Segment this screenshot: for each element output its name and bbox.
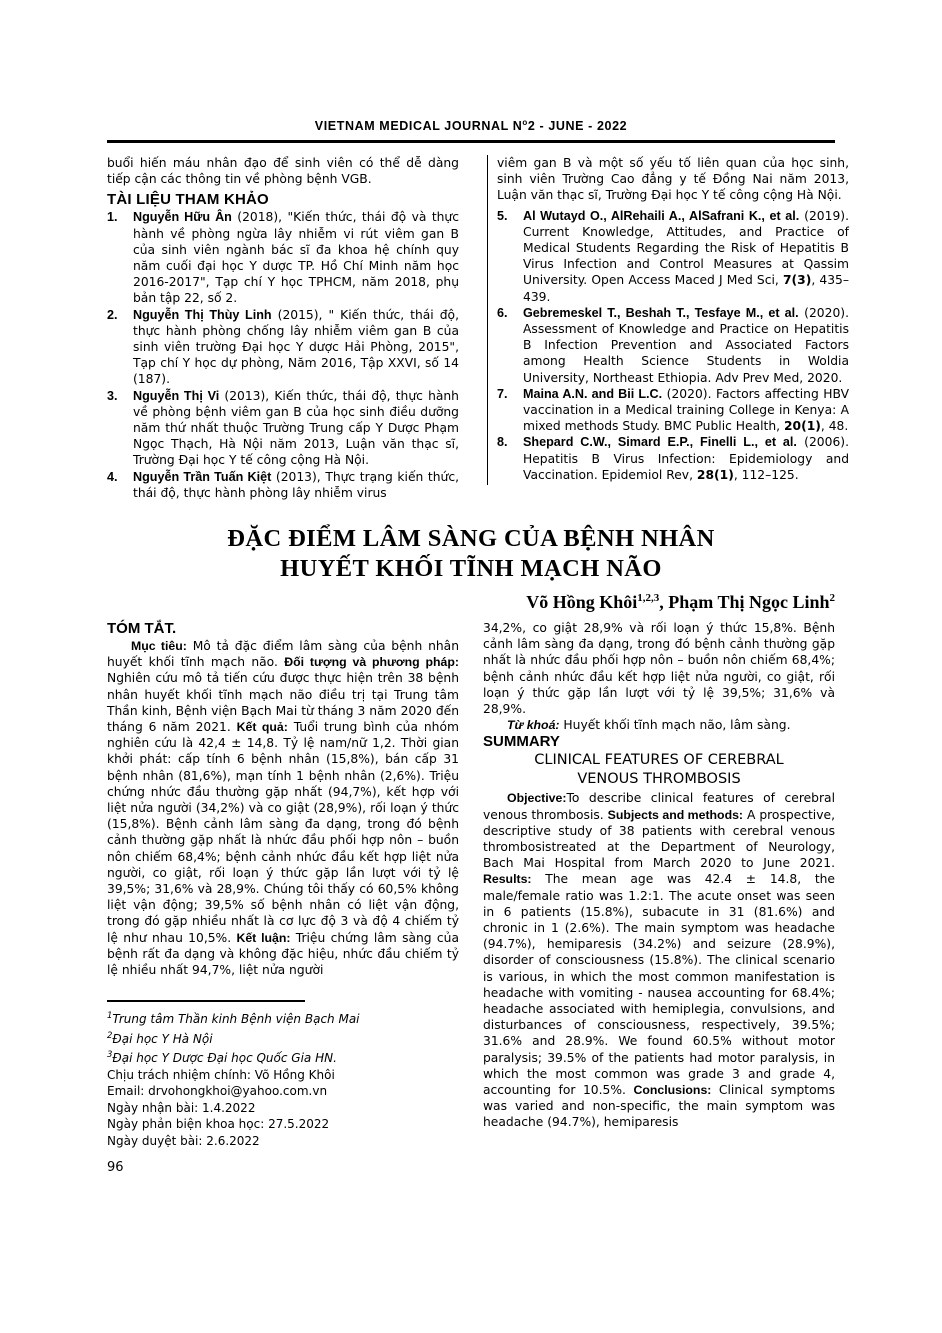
reference-number: 2.: [107, 307, 118, 322]
affiliation-marker-1: 1: [107, 1011, 113, 1021]
header-rule: [107, 140, 835, 143]
running-head-suffix: 2 - JUNE - 2022: [527, 119, 628, 134]
references-heading: TÀI LIỆU THAM KHẢO: [107, 191, 269, 209]
text-conclusion-vi: Triệu chứng lâm sàng của bệnh rất đa dạng và không đặc hiệu, nhức đầu chiếm tỷ lệ nhiều nhất 94,7%, liệt nửa người: [107, 930, 459, 978]
reference-list-right: [497, 208, 849, 483]
reference-item: [107, 388, 459, 469]
running-head: [0, 118, 942, 133]
article-title-line-2: HUYẾT KHỐI TĨNH MẠCH NÃO: [280, 555, 662, 582]
keywords-label-vi: Từ khoá:: [507, 718, 560, 733]
reference-author: Nguyễn Thị Vi: [133, 388, 220, 403]
reference-item: [107, 307, 459, 388]
column-divider: [487, 155, 488, 485]
reference-author: Maina A.N. and Bii L.C.: [523, 386, 663, 401]
reference-pages: , 48.: [820, 419, 849, 434]
footnote-block: [107, 1008, 459, 1149]
left-column-tail-paragraph: buổi hiến máu nhân đạo để sinh viên có thể dễ dàng tiếp cận các thông tin về phòng bệnh VGB.: [107, 156, 459, 187]
reference-number: 8.: [497, 435, 508, 450]
reference-item: [497, 386, 849, 435]
text-methods-vi: Nghiên cứu mô tả tiến cứu được thực hiện trên 38 bệnh nhân huyết khối tĩnh mạch não điều trị tại Trung tâm Thần kinh, Bệnh viện Bạch Mai từ tháng 3 năm 2020 đến tháng 6 năm 2021.: [107, 671, 459, 735]
reference-detail: (2013), Kiến thức, thái độ, thực hành về phòng bệnh viêm gan B của học sinh điều dưỡng năm thứ nhất thuộc Trường Trung cấp Y Dược Phạm Ngọc Thạch, Hà Nội năm 2013, Luận văn thạc sĩ, Trường Đại học Y tế công cộng Hà Nội.: [133, 388, 459, 468]
affiliation-2-text: Đại học Y Hà Nội: [112, 1031, 213, 1046]
label-results-en: Results:: [483, 872, 532, 887]
label-objective-en: Objective:: [507, 791, 567, 806]
reference-detail: (2013), Thực trạng kiến thức, thái độ, thực hành phòng lây nhiễm virus: [133, 469, 459, 500]
label-results-vi: Kết quả:: [236, 720, 288, 735]
reference-volume: 20(1): [783, 419, 821, 434]
reference-item: [107, 209, 459, 306]
abstract-vi-body: [107, 638, 459, 978]
article-title: [107, 524, 835, 584]
reference-number: 7.: [497, 386, 508, 401]
author-name-1: Võ Hồng Khôi: [526, 592, 638, 612]
text-objective-en: To describe clinical features of cerebral venous thrombosis.: [483, 791, 835, 822]
references-left-column: [107, 155, 459, 501]
reference-number: 1.: [107, 210, 118, 225]
summary-heading: SUMMARY: [483, 733, 560, 751]
label-conclusion-vi: Kết luận:: [236, 930, 291, 945]
reference-item: [497, 305, 849, 386]
reference-detail: (2015), " Kiến thức, thái độ, thực hành phòng chống lây nhiễm viêm gan B của sinh viên trường Đại học Y dược Hải Phòng, 2015", Tạp chí Y học dự phòng, Năm 2016, Tập XXVI, số 14 (187).: [133, 307, 459, 387]
reference-detail: (2018), "Kiến thức, thái độ và thực hành về phòng ngừa lây nhiễm vi rút viêm gan B của sinh viên ngành bác sĩ đa khoa hệ chính quy năm cuối đại học Y dược TP. Hồ Chí Minh năm học 2016-2017", Tạp chí Y học TPHCM, năm 2018, phụ bản tập 22, số 2.: [133, 210, 459, 306]
reference-detail: (2006). Hepatitis B Virus Infection: Epidemiology and Vaccination. Epidemiol Rev,: [523, 435, 849, 482]
abstract-vietnamese-column: [107, 620, 459, 978]
running-head-superscript: o: [522, 118, 528, 127]
keywords-text-vi: Huyết khối tĩnh mạch não, lâm sàng.: [559, 718, 791, 733]
affiliation-marker-3: 3: [107, 1050, 113, 1060]
abstract-vi-heading: [107, 620, 459, 637]
reference-author: Gebremeskel T., Beshah T., Tesfaye M., et al.: [523, 305, 799, 320]
article-title-line-1: ĐẶC ĐIỂM LÂM SÀNG CỦA BỆNH NHÂN: [227, 525, 715, 552]
reference-list-left: [107, 209, 459, 501]
text-conclusion-en: Clinical symptoms was varied and non-specific, the main symptom was headache (94.7%), hemiparesis: [483, 1083, 835, 1130]
reference-author: Nguyễn Thị Thùy Linh: [133, 307, 272, 322]
text-methods-en: A prospective, descriptive study of 38 patients with cerebral venous thrombosistreated at the Department of Neurology, Bach Mai Hospital from March 2020 to June 2021.: [483, 807, 835, 871]
reference-detail: (2019). Current Knowledge, Attitudes, and Practice of Medical Students Regarding the Risk of Hepatitis B Virus Infection and Control Measures at Qassim University. Open Access Maced J Med Sci,: [523, 208, 849, 288]
affiliation-1-text: Trung tâm Thần kinh Bệnh viện Bạch Mai: [112, 1012, 360, 1026]
running-head-prefix: VIETNAM MEDICAL JOURNAL N: [314, 119, 523, 134]
author-separator: ,: [659, 592, 669, 612]
footnote-rule: [107, 1000, 305, 1002]
corresponding-author: Chịu trách nhiệm chính: Võ Hồng Khôi: [107, 1067, 335, 1082]
date-accepted: Ngày duyệt bài: 2.6.2022: [107, 1133, 260, 1148]
reference-detail: (2020). Factors affecting HBV vaccination in a Medical training College in Kenya: A mixed methods Study. BMC Public Health,: [523, 386, 849, 434]
affiliation-2: [107, 1028, 459, 1048]
abstract-vi-heading-text: TÓM TẮT: [107, 620, 172, 637]
reference-number: 3.: [107, 388, 118, 403]
reference-number: 6.: [497, 305, 508, 320]
affiliation-3-text: Đại học Y Dược Đại học Quốc Gia HN.: [112, 1051, 337, 1065]
page-number: 96: [107, 1160, 124, 1175]
abstract-en-body: [483, 790, 835, 1130]
date-received: Ngày nhận bài: 1.4.2022: [107, 1100, 256, 1115]
reference-author: Shepard C.W., Simard E.P., Finelli L., et al.: [523, 435, 797, 450]
text-results-vi: Tuổi trung bình của nhóm nghiên cứu là 42,4 ± 14,8. Tỷ lệ nam/nữ 1,2. Thời gian khởi phát: cấp tính 6 bệnh nhân (15,8%), bán cấp 31 bệnh nhân (81,6%), mạn tính 1 bệnh nhân (2,6%). Triệu chứng nhức đầu thường gặp nhất (94,7%), kết hợp với liệt nửa người (34,2%) và co giật (28,9%), rối loạn ý thức (15,8%). Bệnh cảnh lâm sàng đa dạng, trong đó bệnh cảnh thường gặp nhất là nhức đầu phối hợp nôn – buồn nôn chiếm 68,4%; bệnh cảnh nhức đầu kết hợp liệt nửa người, co giật, rối loạn ý thức gặp lần lượt với tỷ lệ 39,5%; 31,6% và 28,9%. Chúng tôi thấy có 60,5% không liệt vận động; 39,5% số bệnh nhân có liệt vận động, trong đó gặp nhiều nhất là cơ lực độ 3 và độ 4 chiếm tỷ lệ như nhau 10,5%.: [107, 720, 459, 945]
reference-item: [497, 434, 849, 483]
label-conclusion-en: Conclusions:: [633, 1083, 712, 1098]
reference-item: [107, 469, 459, 501]
text-objective-vi: Mô tả đặc điểm lâm sàng của bệnh nhân huyết khối tĩnh mạch não.: [107, 639, 459, 670]
corresponding-email: Email: drvohongkhoi@yahoo.com.vn: [107, 1084, 328, 1098]
reference-volume: 28(1): [696, 467, 734, 482]
right-column-tail-paragraph: viêm gan B và một số yếu tố liên quan của học sinh, sinh viên Trường Cao đẳng y tế Đồng Nai năm 2013, Luận văn thạc sĩ, Trường Đại học Y tế công cộng Hà Nội.: [497, 156, 849, 203]
reference-pages: , 435–439.: [523, 273, 850, 304]
references-right-column: [497, 155, 849, 483]
abstract-vi-continued: 34,2%, co giật 28,9% và rối loạn ý thức 15,8%. Bệnh cảnh lâm sàng đa dạng, trong đó bệnh cảnh thường gặp nhất là nhức đầu phối hợp nôn – buồn nôn chiếm 68,4%; bệnh cảnh nhức đầu kết hợp liệt nửa người, co giật, rối loạn ý thức gặp lần lượt với tỷ lệ 39,5%; 31,6% và 28,9%.: [483, 621, 835, 717]
english-title: [483, 751, 835, 789]
affiliation-1: [107, 1008, 459, 1028]
affiliation-3: [107, 1047, 459, 1067]
reference-pages: , 112–125.: [733, 467, 799, 482]
reference-number: 4.: [107, 469, 118, 484]
abstract-continuation-column: [483, 620, 835, 1131]
reference-detail: (2020). Assessment of Knowledge and Practice on Hepatitis B Infection Prevention and Associated Factors among Health Science Students in Woldia University, Northeast Ethiopia. Adv Prev Med, 2020.: [523, 305, 849, 385]
text-results-en: The mean age was 42.4 ± 14.8, the male/female ratio was 1.2:1. The acute onset was seen in 6 patients (15.8%), subacute in 31 (81.6%) and chronic in 1 (2.6%). The main symptom was headache (94.7%), hemiparesis (34.2%) and seizure (28.9%), disorder of consciousness (15.8%). The clinical scenario is various, in which the most common manifestation is headache with vomiting - nausea accounting for 68.4%; headache associated with hemiplegia, convulsions, and disturbances of consciousness, respectively, 39.5%; 31.6% and 28.9%. We found 60.5% without motor paralysis; 39.5% of the patients had motor paralysis, in which the most common was grade 3 and grade 4, accounting for 10.5%.: [483, 872, 835, 1098]
label-methods-vi: Đối tượng và phương pháp:: [284, 655, 459, 670]
references-band: [107, 155, 850, 500]
reference-volume: 7(3): [782, 273, 812, 288]
author-name-2: Phạm Thị Ngọc Linh: [668, 592, 830, 612]
reference-author: Al Wutayd O., AlRehaili A., AlSafrani K., et al.: [523, 208, 800, 223]
affiliation-marker-2: 2: [107, 1030, 113, 1041]
english-title-line-2: VENOUS THROMBOSIS: [577, 771, 741, 788]
reference-author: Nguyễn Hữu Ân: [133, 210, 232, 225]
reference-item: [497, 208, 849, 305]
reference-author: Nguyễn Trần Tuấn Kiệt: [133, 469, 272, 484]
label-objective-vi: Mục tiêu:: [131, 639, 187, 653]
abstract-vi-keywords: [483, 717, 835, 733]
author-affiliation-marker-2: 2: [829, 592, 835, 604]
english-title-line-1: CLINICAL FEATURES OF CEREBRAL: [534, 752, 784, 769]
reference-number: 5.: [497, 208, 508, 223]
article-authors: [526, 592, 835, 613]
author-affiliation-marker-1: 1,2,3: [637, 592, 660, 604]
label-methods-en: Subjects and methods:: [607, 807, 744, 822]
abstract-vi-heading-dot: .: [172, 620, 177, 637]
date-reviewed: Ngày phản biện khoa học: 27.5.2022: [107, 1117, 330, 1131]
